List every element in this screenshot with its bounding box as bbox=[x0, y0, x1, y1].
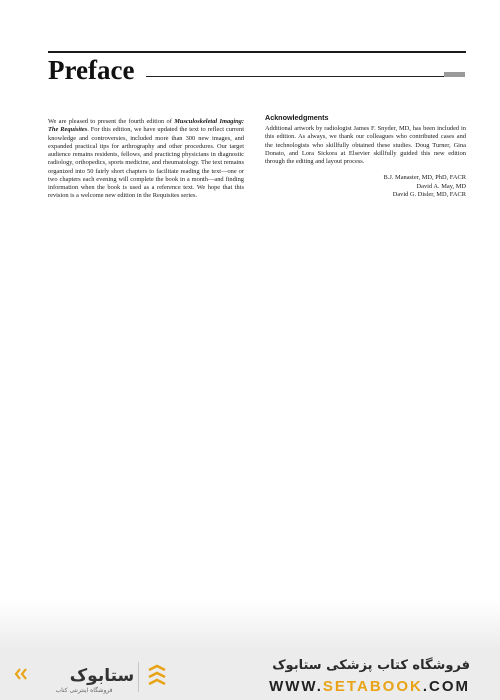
logo-chevron-left-icon bbox=[16, 669, 20, 679]
setabook-logo bbox=[14, 660, 134, 696]
top-rule bbox=[48, 51, 466, 53]
page-title: Preface bbox=[48, 55, 135, 85]
preface-body: . For this edition, we have updated the text to reflect current knowledge and controversies, included more than 300 new images, and expanded practical tips for arthrography and other procedures. Our target audience remains residents, fellows, and practicing physicians in diagnostic radiology, orthopedics, sports medicine, and rheumatology. The text remains organized into 50 fairly short chapters to facilitate reading the text—one or two chapters each evening will complete the book in a month—and finding information when the book is used as a reference text. We hope that this revision is a welcome new edition in the Requisites series. bbox=[48, 126, 244, 200]
logo-separator bbox=[138, 662, 139, 692]
preface-paragraph bbox=[48, 118, 244, 201]
logo-text: ستابوک bbox=[69, 666, 134, 686]
title-decor-block bbox=[444, 72, 465, 77]
author-name: David G. Disler, MD, FACR bbox=[392, 190, 466, 198]
url-suffix: .COM bbox=[422, 678, 470, 695]
logo-subtext: فروشگاه اینترنتی کتاب bbox=[55, 687, 113, 694]
book-stack-icon bbox=[146, 662, 168, 692]
acknowledgments-body: Additional artwork by radiologist James F. Snyder, MD, has been included in this edition. As always, we thank our colleagues who contributed cases and the technologists who skillfully obtained these studies. Doug Turner, Gina Donato, and Lora Sickora at Elsevier skillfully guided this new edition through the editing and layout process. bbox=[265, 125, 466, 165]
book-title: Musculoskeletal Imaging: The Requisites bbox=[48, 118, 244, 134]
store-name: فروشگاه کتاب پزشکی ستابوک bbox=[272, 658, 470, 673]
footer-fade bbox=[0, 600, 500, 650]
url-brand: SETABOOK bbox=[322, 678, 423, 695]
store-url[interactable] bbox=[269, 678, 470, 695]
acknowledgments-heading: Acknowledgments bbox=[265, 113, 329, 122]
author-name: B.J. Manaster, MD, PhD, FACR bbox=[383, 174, 466, 182]
acknowledgments-section bbox=[265, 113, 466, 199]
author-name: David A. May, MD bbox=[416, 182, 466, 190]
url-prefix: WWW. bbox=[269, 678, 323, 695]
preface-intro: We are pleased to present the fourth edition of bbox=[48, 118, 172, 125]
logo-chevron-left-icon bbox=[22, 669, 26, 679]
title-rule bbox=[146, 76, 464, 77]
author-signatures bbox=[265, 174, 466, 199]
